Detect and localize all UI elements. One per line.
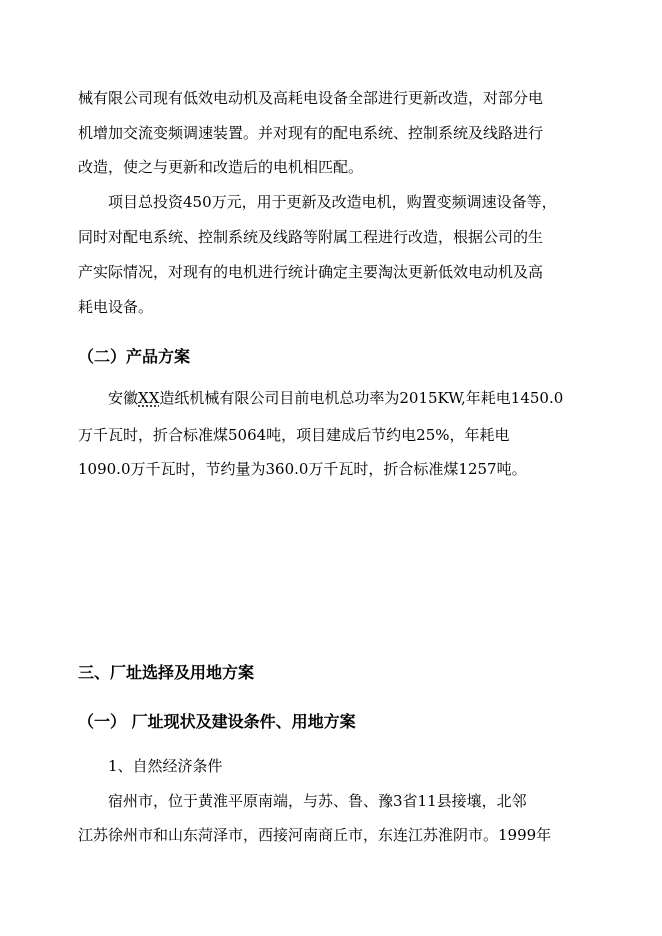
paragraph-2-line-1: 项目总投资450万元，用于更新及改造电机，购置变频调速设备等， xyxy=(108,193,557,211)
subsection-heading-natural-economic: 1、自然经济条件 xyxy=(108,757,223,775)
section-heading-site-status: （一） 厂址现状及建设条件、用地方案 xyxy=(78,712,356,731)
paragraph-2-line-4: 耗电设备。 xyxy=(78,298,154,316)
paragraph-4-line-1: 宿州市，位于黄淮平原南端，与苏、鲁、豫3省11县接壤，北邻 xyxy=(108,792,527,810)
paragraph-1-line-1: 械有限公司现有低效电动机及高耗电设备全部进行更新改造，对部分电 xyxy=(78,89,544,107)
placeholder-xx: XX xyxy=(138,389,160,407)
paragraph-3-line-2: 万千瓦时，折合标准煤5064吨，项目建成后节约电25%，年耗电 xyxy=(78,426,510,444)
chapter-heading-site-selection: 三、厂址选择及用地方案 xyxy=(78,663,255,682)
paragraph-4-line-2: 江苏徐州市和山东菏泽市，西接河南商丘市，东连江苏淮阴市。1999年 xyxy=(78,826,552,844)
paragraph-2-line-3: 产实际情况，对现有的电机进行统计确定主要淘汰更新低效电动机及高 xyxy=(78,263,544,281)
paragraph-1-line-3: 改造，使之与更新和改造后的电机相匹配。 xyxy=(78,158,364,176)
paragraph-3-line-1 xyxy=(108,388,563,408)
paragraph-2-line-2: 同时对配电系统、控制系统及线路等附属工程进行改造，根据公司的生 xyxy=(78,228,544,246)
paragraph-1-line-2: 机增加交流变频调速装置。并对现有的配电系统、控制系统及线路进行 xyxy=(78,124,544,142)
paragraph-3-text: 安徽 xyxy=(108,389,139,407)
paragraph-3-text: 造纸机械有限公司目前电机总功率为2015KW,年耗电1450.0 xyxy=(159,389,564,407)
section-heading-product-plan: （二）产品方案 xyxy=(78,347,191,366)
paragraph-3-line-3: 1090.0万千瓦时，节约量为360.0万千瓦时，折合标准煤1257吨。 xyxy=(78,460,527,478)
